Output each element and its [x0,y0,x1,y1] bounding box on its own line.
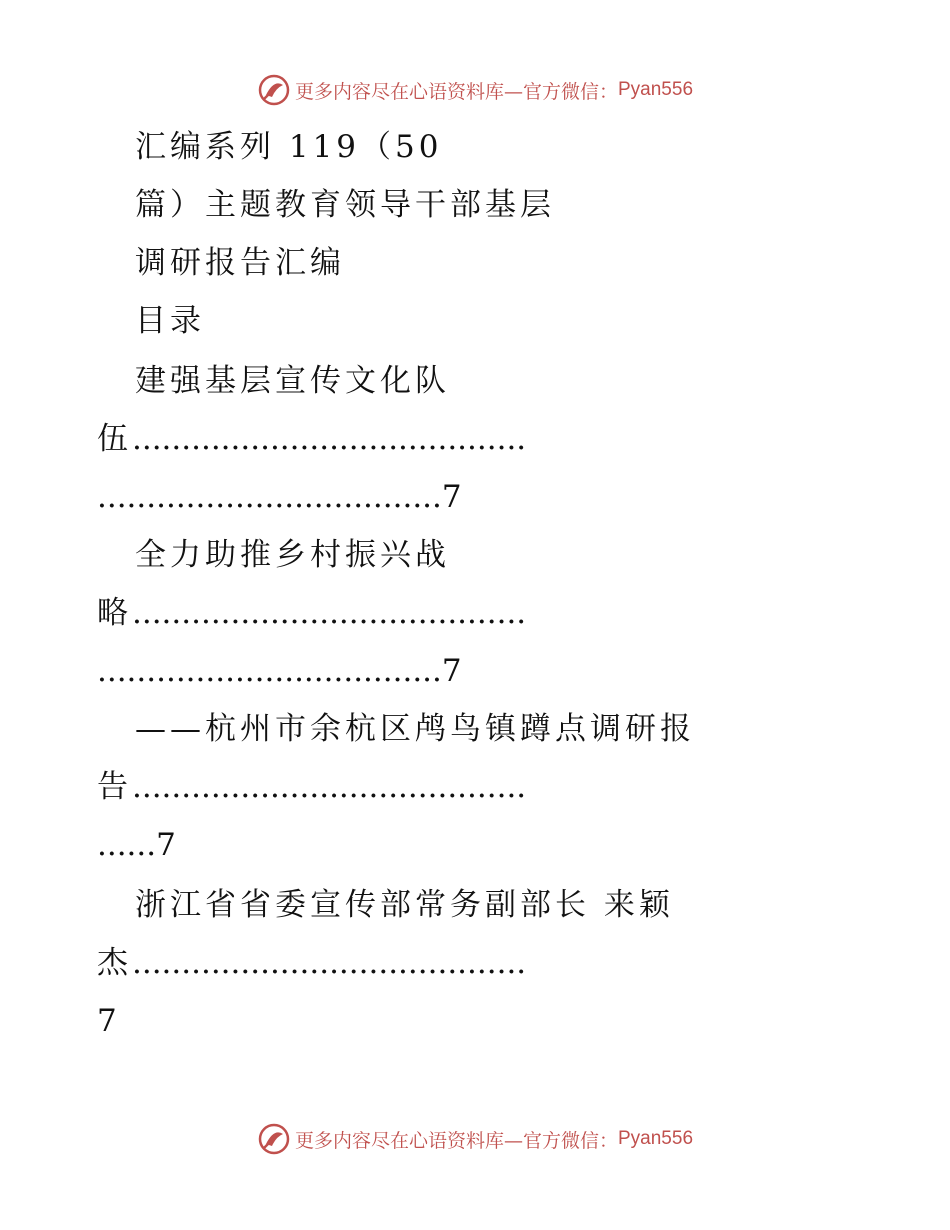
toc-entry-1-leader-2 [0,474,950,520]
title-line-1: 汇编系列 119（50 [135,129,443,165]
toc-entry-4-page: 7 [97,1003,121,1039]
footer-watermark [0,1119,950,1159]
toc-entry-1-leader [0,416,950,462]
toc-entry-3-dots-2: ...... [97,827,157,863]
toc-heading: 目录 [135,303,205,339]
banner-account: Pyan556 [618,1128,694,1149]
toc-entry-2-title: 全力助推乡村振兴战 [135,537,450,573]
title-line-2: 篇）主题教育领导干部基层 [135,187,555,223]
toc-entry-2-leader-2 [0,648,950,694]
banner-text: 更多内容尽在心语资料库—官方微信： [294,80,618,103]
toc-entry-3-leader [0,764,950,810]
banner-account: Pyan556 [618,79,694,100]
toc-entry-3-lead: 告 [97,769,132,805]
header-watermark [0,70,950,110]
toc-entry-2-dots: ........................................ [132,595,527,631]
toc-entry-3-page: 7 [156,827,180,863]
toc-entry-4-title: 浙江省省委宣传部常务副部长 来颖 [135,887,674,923]
toc-entry-2-dots-2: ................................... [97,653,442,689]
toc-entry-4-leader [0,940,950,986]
toc-entry-3-title: ——杭州市余杭区鸬鸟镇蹲点调研报 [135,711,695,747]
banner-text: 更多内容尽在心语资料库—官方微信： [294,1129,618,1152]
toc-entry-1-dots-2: ................................... [97,479,442,515]
toc-entry-3-leader-2 [0,822,950,868]
brand-logo-icon [257,1122,291,1156]
toc-entry-3-dots: ........................................ [132,769,527,805]
toc-entry-4-lead: 杰 [97,945,132,981]
toc-entry-1-page: 7 [441,479,466,515]
toc-entry-4-dots: ........................................ [132,945,527,981]
toc-entry-2-page: 7 [441,653,466,689]
toc-entry-1-title: 建强基层宣传文化队 [135,363,450,399]
toc-entry-2-leader [0,590,950,636]
brand-logo-icon [257,73,291,107]
title-line-3: 调研报告汇编 [135,245,345,281]
toc-entry-1-lead: 伍 [97,421,132,457]
toc-entry-1-dots: ........................................ [132,421,527,457]
toc-entry-2-lead: 略 [97,595,132,631]
